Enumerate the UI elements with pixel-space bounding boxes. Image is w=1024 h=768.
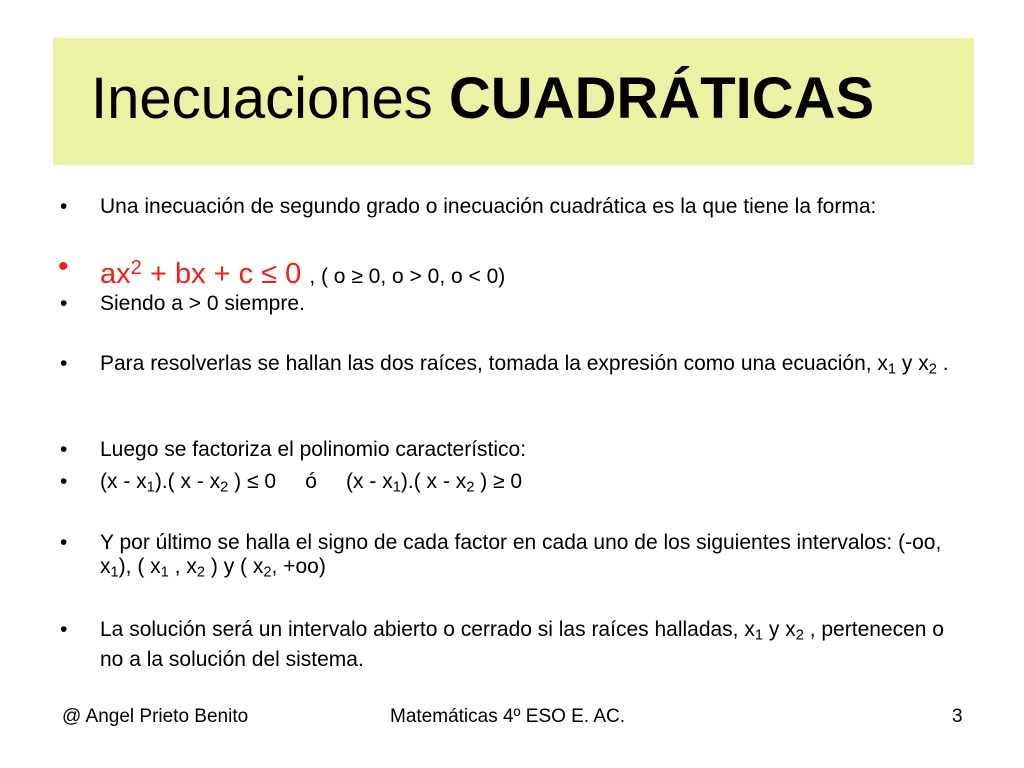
item-text: ), ( x [118,555,161,578]
subscript: 2 [928,361,937,378]
bullet-item-factored-form [60,470,960,500]
bullet-item-factorize [60,438,960,462]
subscript: 2 [196,564,206,581]
subscript: 1 [160,564,169,581]
title-normal: Inecuaciones [91,66,449,131]
footer-author: @ Angel Prieto Benito [62,706,249,727]
subscript: 2 [263,564,272,581]
bullet-item-condition [60,292,960,316]
bullet-marker: • [60,438,68,461]
formula-exponent: 2 [130,257,142,279]
bullet-marker: • [60,618,68,641]
subscript: 1 [392,479,401,496]
bullet-marker: • [60,470,68,493]
item-text: (x - x [100,470,147,493]
item-text: ).( x - x [154,470,221,493]
formula-a: ax [100,258,131,291]
item-text: , pertenecen o no a la solución del sistema. [100,618,944,671]
item-text: Luego se factoriza el polinomio característico: [100,438,527,461]
item-text: ).( x - x [400,470,467,493]
item-text: Para resolverlas se hallan las dos raíces, tomada la expresión como una ecuación, x [100,352,888,375]
bullet-item-roots [60,352,960,382]
bullet-item-solution [60,618,960,672]
bullet-item-formula [58,250,960,293]
formula-b: + bx + c ≤ 0 [141,258,302,291]
formula-variants: , ( o ≥ 0, o > 0, o < 0) [309,265,506,289]
bullet-marker: • [60,531,68,554]
subscript: 1 [146,479,155,496]
bullet-marker: • [60,195,68,218]
subscript: 2 [220,479,229,496]
subscript: 2 [795,627,804,644]
title-bold: CUADRÁTICAS [448,66,875,131]
item-text: , +oo) [271,555,326,578]
subscript: 2 [466,479,475,496]
subscript: 1 [110,564,119,581]
bullet-marker: • [60,352,68,375]
item-text: La solución será un intervalo abierto o cerrado si las raíces halladas, x [100,618,755,641]
footer-course: Matemáticas 4º ESO E. AC. [390,706,626,727]
item-text: ) ≤ 0 ó (x - x [228,470,393,493]
bullet-marker: • [60,292,68,315]
item-text: . [936,352,949,375]
item-text: ) ≥ 0 [474,470,523,493]
bullet-marker: • [58,250,69,283]
subscript: 1 [754,627,764,644]
item-text: Una inecuación de segundo grado o inecuación cuadrática es la que tiene la forma: [100,195,877,218]
item-text: Y por último se halla el signo de cada factor en cada uno de los siguientes intervalos: (-oo, x [100,531,942,578]
item-text: , x [168,555,197,578]
item-text: ) y ( x [205,555,264,578]
item-text: Siendo a > 0 siempre. [100,292,305,315]
item-text: y x [763,618,796,641]
bullet-item-intervals [60,531,960,585]
bullet-item-definition [60,195,960,219]
footer-page-number: 3 [952,706,963,727]
item-text: y x [896,352,929,375]
subscript: 1 [887,361,897,378]
